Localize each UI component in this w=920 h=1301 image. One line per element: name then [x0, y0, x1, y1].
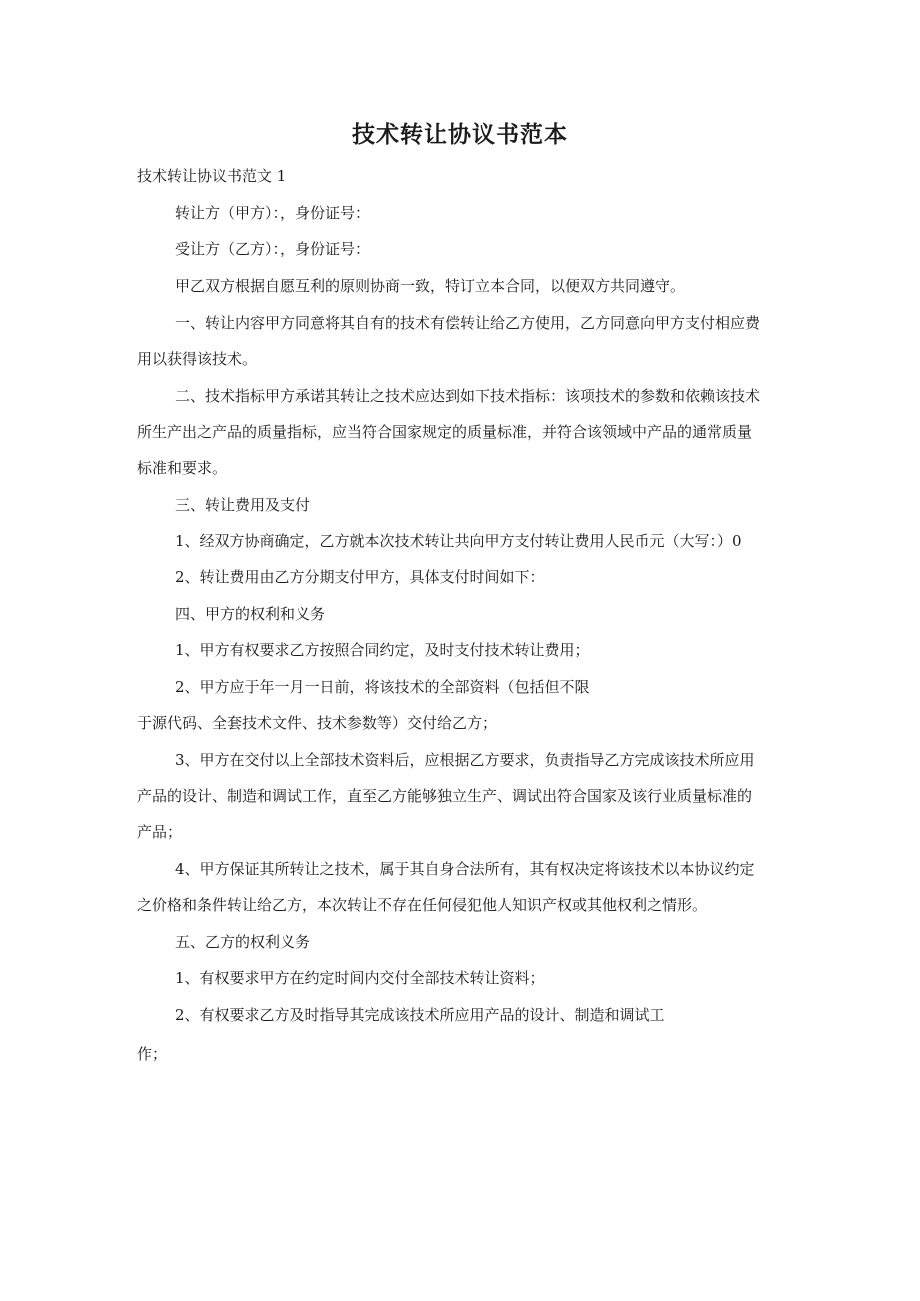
- paragraph-line: 于源代码、全套技术文件、技术参数等）交付给乙方；: [137, 714, 498, 732]
- paragraph-line: 甲乙双方根据自愿互利的原则协商一致，特订立本合同，以便双方共同遵守。: [175, 277, 686, 295]
- paragraph-line: 1、甲方有权要求乙方按照合同约定，及时支付技术转让费用；: [175, 641, 590, 659]
- paragraph-line: 一、转让内容甲方同意将其自有的技术有偿转让给乙方使用，乙方同意向甲方支付相应费: [175, 314, 761, 332]
- paragraph-line: 转让方（甲方）：，身份证号：: [175, 204, 371, 222]
- paragraph-line: 1、经双方协商确定，乙方就本次技术转让共向甲方支付转让费用人民币元（大写：）0: [175, 532, 742, 550]
- paragraph-line: 二、技术指标甲方承诺其转让之技术应达到如下技术指标：该项技术的参数和依赖该技术: [175, 387, 761, 405]
- document-title: 技术转让协议书范本: [352, 122, 568, 148]
- section-heading: 三、转让费用及支付: [175, 496, 311, 514]
- paragraph-line: 用以获得该技术。: [137, 350, 258, 368]
- paragraph-line: 2、有权要求乙方及时指导其完成该技术所应用产品的设计、制造和调试工: [175, 1006, 665, 1024]
- section-heading: 五、乙方的权利义务: [175, 933, 311, 951]
- paragraph-line: 产品；: [137, 823, 183, 841]
- paragraph-line: 作；: [137, 1045, 168, 1063]
- paragraph-line: 3、甲方在交付以上全部技术资料后，应根据乙方要求，负责指导乙方完成该技术所应用: [175, 751, 755, 769]
- paragraph-line: 1、有权要求甲方在约定时间内交付全部技术转让资料；: [175, 969, 545, 987]
- paragraph-line: 之价格和条件转让给乙方，本次转让不存在任何侵犯他人知识产权或其他权利之情形。: [137, 896, 708, 914]
- paragraph-line: 标准和要求。: [137, 459, 228, 477]
- paragraph-line: 2、甲方应于年一月一日前，将该技术的全部资料（包括但不限: [175, 678, 590, 696]
- paragraph-line: 产品的设计、制造和调试工作，直至乙方能够独立生产、调试出符合国家及该行业质量标准的: [137, 787, 753, 805]
- paragraph-line: 受让方（乙方）：，身份证号：: [175, 240, 371, 258]
- document-subtitle: 技术转让协议书范文 1: [137, 167, 287, 185]
- paragraph-line: 2、转让费用由乙方分期支付甲方，具体支付时间如下：: [175, 568, 545, 586]
- paragraph-line: 4、甲方保证其所转让之技术，属于其自身合法所有，其有权决定将该技术以本协议约定: [175, 860, 755, 878]
- section-heading: 四、甲方的权利和义务: [175, 605, 326, 623]
- paragraph-line: 所生产出之产品的质量指标，应当符合国家规定的质量标准，并符合该领域中产品的通常质量: [137, 423, 753, 441]
